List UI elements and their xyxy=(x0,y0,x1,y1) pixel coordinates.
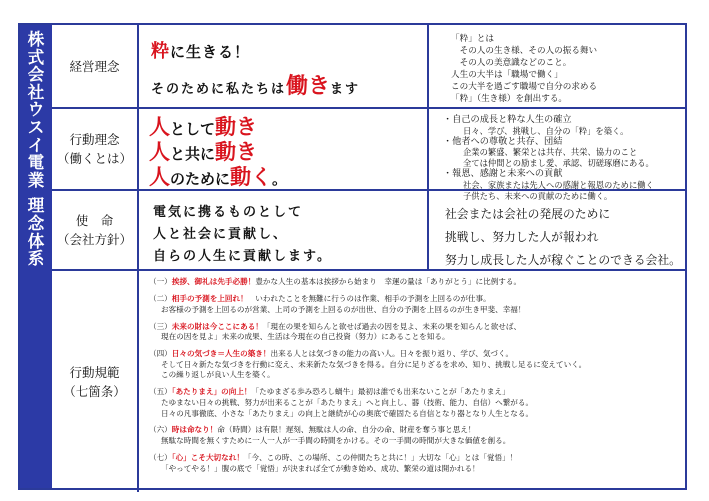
mission-line: 電気に携るものとして xyxy=(153,205,304,220)
mission-row xyxy=(52,191,685,271)
rule-extra: 無駄な時間を無くすために一人一人が一手間の時間をかける。その一手間の時間が大きな価値を創る。 xyxy=(161,436,511,446)
note-line: その人の生き様、その人の振る舞い xyxy=(451,46,598,56)
rule-number: （三） xyxy=(149,321,172,331)
rule-item-4 xyxy=(149,349,685,381)
rule-item-5 xyxy=(149,387,685,419)
action-line-3 xyxy=(149,161,287,191)
rule-item-1 xyxy=(149,277,685,288)
action-label-1: 行動理念 xyxy=(69,132,120,147)
rules-label-2: （七箇条） xyxy=(63,383,126,399)
mission-label-2: （会社方針） xyxy=(56,232,132,247)
action-row xyxy=(52,109,685,201)
note-line: 「粋」（生き様）を創出する。 xyxy=(451,94,568,104)
rule-number: （一） xyxy=(149,277,172,286)
rule-number: （五） xyxy=(149,387,172,397)
bullet-sub: 企業の繁盛、繁栄とは共存、共栄、協力のこと xyxy=(463,147,638,158)
rule-title: 挨拶、御礼は先手必勝！ xyxy=(171,277,256,286)
management-label-text: 経営理念 xyxy=(69,58,120,74)
sidebar-char: 体 xyxy=(27,231,45,251)
rule-extra: この繰り返しが良い人生を築く。 xyxy=(161,370,275,380)
rule-title: 時は命なり！ xyxy=(171,425,218,435)
action-hito: 人 xyxy=(149,139,170,164)
bullet-head: ・報恩、感謝と未来への貢献 xyxy=(443,167,563,179)
action-ugoki: 動き xyxy=(215,139,258,164)
note-line: その人の美意識などのこと。 xyxy=(451,58,572,68)
management-notes xyxy=(429,25,685,107)
rule-item-2 xyxy=(149,294,685,315)
slogan-line-1 xyxy=(151,37,250,63)
rule-title: 相手の予測を上回れ！ xyxy=(171,293,248,303)
rule-number: （七） xyxy=(149,453,172,463)
slogan-line-2 xyxy=(151,69,360,100)
bullet-head: ・他者への尊敬と共存、団結 xyxy=(443,135,563,147)
rule-item-3 xyxy=(149,322,685,343)
sidebar-char: 業 xyxy=(27,170,45,190)
rule-extra: お客様の予測を上回るのが営業、上司の予測を上回るのが出世、自分の予測を上回るのが生き甲斐、幸福！ xyxy=(161,304,526,314)
rule-text: いわれたことを無難に行うのは作業、相手の予測を上回るのが仕事。 xyxy=(247,293,491,303)
mission-statement xyxy=(139,191,427,269)
mission-line: 人と社会に貢献し、 xyxy=(153,227,289,242)
note-line: 「粋」とは xyxy=(451,34,494,44)
rule-text: 「たゆまざる歩み恐ろし蝸牛」最初は誰でも出来ないことが「あたりまえ」 xyxy=(251,387,510,397)
rule-extra: 日々の凡事徹底、小さな「あたりまえ」の向上と継続が心の奥底で確固たる自信となり器となり人生となる。 xyxy=(161,408,534,418)
rules-row xyxy=(52,271,685,492)
rule-text: 出来る人とは気づきの能力の高い人。日々を振り返り、学び、気づく。 xyxy=(270,349,514,359)
action-slogan xyxy=(139,109,427,189)
sidebar-char: 会 xyxy=(27,65,45,85)
rule-item-7 xyxy=(149,453,685,474)
rule-title: 日々の気づき＝人生の築き！ xyxy=(171,349,271,359)
bullet-sub: 子供たち、未来への貢献のために働く。 xyxy=(463,190,613,201)
policy-line: 努力し成長した人が稼ぐことのできる会社。 xyxy=(445,253,681,267)
sidebar-char: 株 xyxy=(27,30,45,49)
rules-label xyxy=(52,271,137,492)
action-label xyxy=(52,109,137,189)
rules-list xyxy=(139,271,685,492)
bullet-sub: 日々、学び、挑戦し、自分の「粋」を築く。 xyxy=(463,125,629,136)
sidebar-char: 念 xyxy=(27,213,45,233)
management-label xyxy=(52,25,137,107)
action-text: のために xyxy=(170,170,231,188)
bullet-sub: 社会、家族または先人への感謝と報恩のために働く xyxy=(463,179,654,190)
slogan-iki: 粋 xyxy=(151,41,170,62)
sidebar-char: 式 xyxy=(27,47,45,67)
slogan-text: そのために私たちは xyxy=(151,82,287,97)
action-text: 。 xyxy=(272,170,288,188)
rule-number: （二） xyxy=(149,293,172,303)
note-line: 人生の大半は「職場で働く」 xyxy=(451,70,563,80)
sidebar-title xyxy=(20,25,52,488)
rule-extra: そして日々新たな気づきを行動に変え、未来新たな気づきを得る。自分に足りざるを求め、知り、挑戦し足るに変えていく。 xyxy=(161,359,587,369)
sidebar-char: 理 xyxy=(27,196,45,216)
sidebar-char: ウ xyxy=(27,100,45,120)
sidebar-char: 系 xyxy=(27,249,45,269)
bullet-head: ・自己の成長と粋な人生の確立 xyxy=(443,114,572,125)
rule-item-6 xyxy=(149,425,685,446)
rule-title: 「心」こそ大切なれ！ xyxy=(171,453,244,463)
sidebar-char: 電 xyxy=(27,153,45,173)
sidebar-char: 社 xyxy=(27,82,45,102)
management-slogan xyxy=(139,25,427,107)
slogan-text: ます xyxy=(330,82,361,97)
rules-label-1: 行動規範 xyxy=(69,364,120,380)
action-bullets xyxy=(429,109,685,201)
management-row xyxy=(52,25,685,109)
rule-title: 未来の財は今ここにある！ xyxy=(171,321,263,331)
policy-line: 挑戦し、努力した人が報われ xyxy=(445,230,599,244)
policy-line: 社会または会社の発展のために xyxy=(445,207,611,221)
rule-number: （四） xyxy=(149,349,172,359)
action-text: として xyxy=(170,120,216,138)
sidebar-char: ス xyxy=(27,117,45,137)
action-ugoku: 動く xyxy=(230,164,273,189)
bullet-sub: 全ては仲間との励まし愛、承認、切磋琢磨にある。 xyxy=(463,158,654,169)
rule-extra: たゆまない日々の挑戦、努力が出来ることが「あたりまえ」へと向上し、器（技術、能力、自信）へ繋がる。 xyxy=(161,397,534,407)
rule-text: 「現在の果を知らんと欲せば過去の因を見よ、未来の果を知らんと欲せば、 xyxy=(262,321,522,331)
rule-number: （六） xyxy=(149,425,172,435)
slogan-text: に生きる！ xyxy=(170,43,251,61)
rule-text: 命（時間）は有限！遅刻、無駄は人の命、自分の命、財産を奪う事と思え！ xyxy=(217,425,476,435)
rule-text: 「今、この時、この場所、この仲間たちと共に！」大切な「心」とは「覚悟」！ xyxy=(243,453,518,463)
sidebar-char: イ xyxy=(27,135,45,155)
mission-label-1: 使 命 xyxy=(75,213,114,228)
slogan-hataraki: 働き xyxy=(286,73,331,99)
mission-policy xyxy=(429,191,685,269)
rule-title: 「あたりまえ」の向上！ xyxy=(171,387,252,397)
action-hito: 人 xyxy=(149,114,170,139)
action-hito: 人 xyxy=(149,164,170,189)
philosophy-table xyxy=(18,23,687,490)
rule-extra: 現在の因を見よ」未来の成果、生活は今現在の自己投資（努力）にあることを知る。 xyxy=(161,332,450,342)
rule-text: 豊かな人生の基本は挨拶から始まり 幸運の量は「ありがとう」に比例する。 xyxy=(255,277,522,286)
action-text: と共に xyxy=(170,145,216,163)
action-ugoki: 動き xyxy=(215,114,258,139)
mission-label xyxy=(52,191,137,269)
rule-extra: 「やってやる！」腹の底で「覚悟」が決まれば全てが動き始め、成功、繁栄の道は開かれる！ xyxy=(161,463,480,473)
action-label-2: （働くとは） xyxy=(56,151,132,166)
mission-line: 自らの人生に貢献します。 xyxy=(153,249,332,264)
note-line: この大半を過ごす職場で自分の求める xyxy=(451,82,598,92)
